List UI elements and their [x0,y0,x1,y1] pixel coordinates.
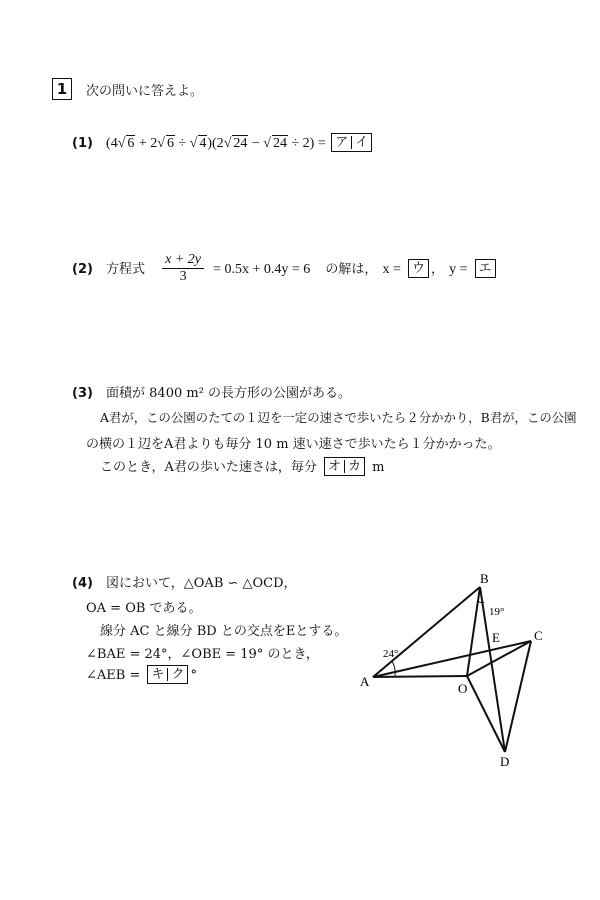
problem-3-line-3: の横の１辺をA君よりも毎分 10 m 速い速さで歩いたら１分かかった。 [86,437,501,452]
segment-oc [467,641,531,676]
problem-2-lead: 方程式 [106,262,146,277]
equation-rhs: = 0.5x + 0.4y = 6 [213,262,311,277]
expr-part: ÷ [174,136,190,151]
x-equals: x = [382,262,401,277]
label-c: C [534,628,543,643]
segment-ao [373,676,467,677]
problem-2-label: (2) [72,262,93,277]
angle-label-24: 24° [383,648,399,660]
problem-4-line-3: 線分 AC と線分 BD との交点をEとする。 [100,624,348,639]
degree-sign: ° [190,668,197,683]
expr-part: + 2 [135,136,158,151]
unit-m: m [372,460,385,475]
problem-4-line-4: ∠BAE = 24°，∠OBE = 19° のとき， [86,647,319,662]
problem-2-tail: の解は， [325,262,378,277]
answer-box-u: ウ [408,259,429,278]
y-equals: y = [449,262,468,277]
radicand: 6 [127,136,135,151]
problem-3-line-1: 面積が 8400 m² の長方形の公園がある。 [106,386,352,401]
label-b: B [480,571,489,586]
answer-cell: イ [355,135,369,150]
segment-cd [505,641,531,752]
problem-3-line-4: このとき，A君の歩いた速さは，毎分 [100,460,317,475]
angle-arc-a [392,661,395,677]
problem-1-label: (1) [72,136,93,151]
problem-4-line-2: OA = OB である。 [86,601,202,616]
fraction-denominator: 3 [179,269,187,284]
problem-4-line-5: ∠AEB = [86,668,141,683]
problem-3-line-2: A君が，この公園のたての１辺を一定の速さで歩いたら２分かかり，B君が，この公園 [100,410,577,425]
instruction-text: 次の問いに答えよ。 [86,84,204,99]
fraction-numerator: x + 2y [162,252,204,269]
expr-part: ÷ 2) = [287,136,330,151]
segment-ob [467,587,480,676]
expr-part: )(2 [207,136,224,151]
problem-1-expression: (4√ 6 + 2√ 6 ÷ √ 4)(2√ 24 − √ 24 ÷ 2) = [106,136,330,151]
label-e: E [492,630,500,645]
answer-cell: オ [327,459,341,474]
radicand: 4 [199,136,207,151]
problem-4-line-1: 図において，△OAB ∽ △OCD， [106,576,297,591]
expr-part: (4 [106,136,118,151]
radicand: 6 [166,136,174,151]
problem-4-label: (4) [72,576,93,591]
expr-part: − [248,136,264,151]
radicand: 24 [272,136,287,151]
figure-lines [373,587,531,752]
answer-cell: ア [335,135,349,150]
problem-3-label: (3) [72,386,93,401]
angle-label-19: 19° [489,606,505,618]
answer-box-e: エ [475,259,496,278]
question-number: 1 [52,78,72,100]
comma: ， [431,262,445,277]
label-a: A [360,674,370,689]
answer-cell: カ [347,459,361,474]
label-o: O [458,681,468,696]
answer-cell: ク [171,667,185,682]
answer-cell: キ [151,667,165,682]
segment-ab [373,587,480,677]
label-d: D [500,754,510,769]
radicand: 24 [233,136,248,151]
